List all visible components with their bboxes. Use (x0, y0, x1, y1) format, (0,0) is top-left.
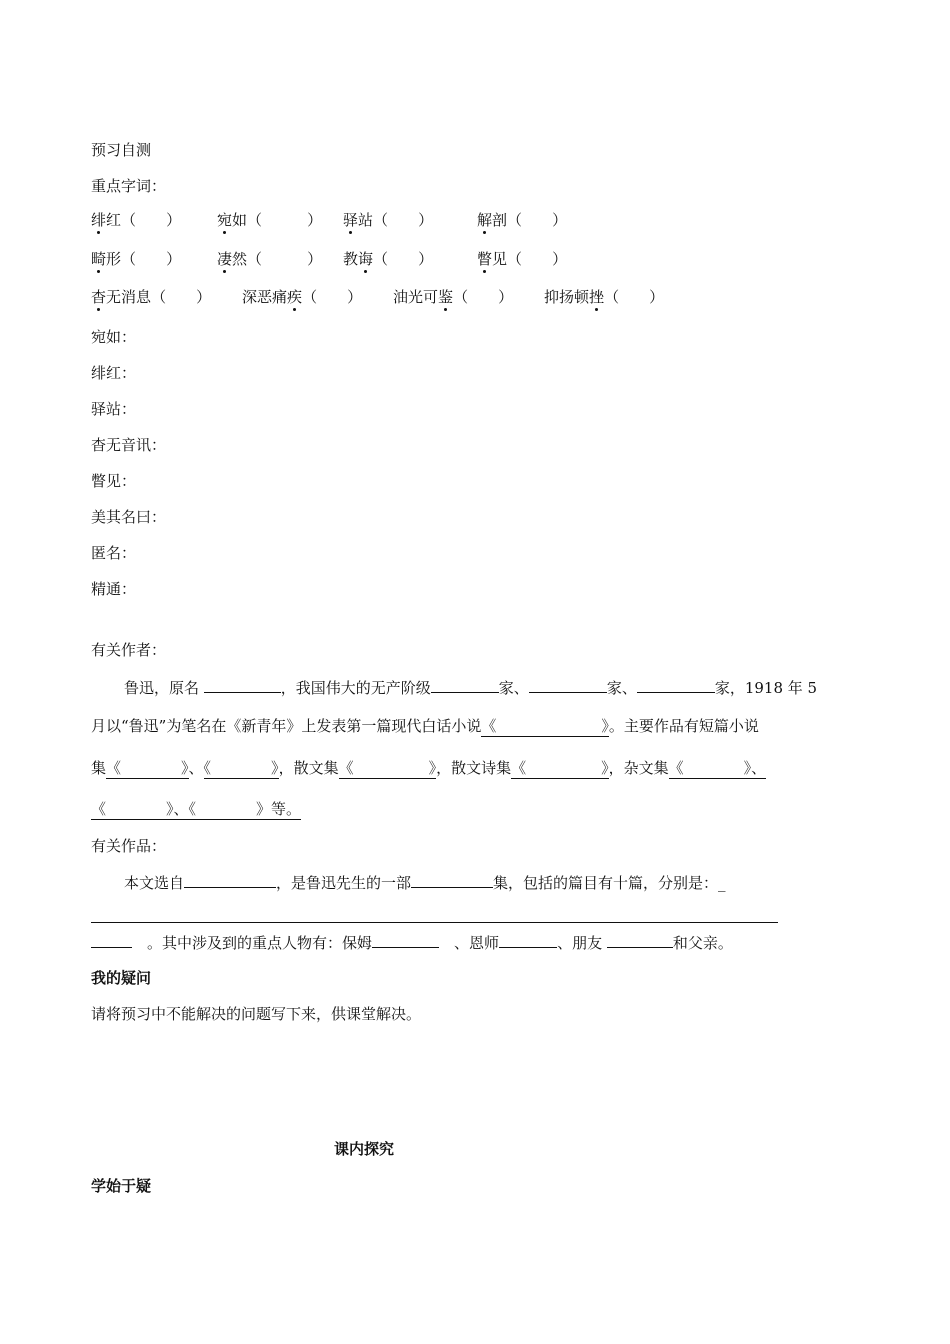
explore-heading: 课内探究 (334, 1140, 395, 1158)
emphasis-dot-char: 解 (477, 211, 493, 229)
emphasis-dot-char: 杳 (91, 288, 107, 306)
vocab-item: 畸形（ ） (91, 250, 182, 268)
title-blank[interactable]: 《 》 (203, 759, 279, 777)
definition-line: 绯红： (91, 364, 137, 382)
vocab-item: 教诲（ ） (343, 250, 434, 268)
explore-subheading: 学始于疑 (91, 1177, 152, 1195)
emphasis-dot-char: 畸 (91, 250, 107, 268)
author-text: 鲁迅，原名 (124, 679, 204, 697)
fill-blank[interactable] (184, 872, 276, 888)
vocab-item: 凄然（ ） (217, 250, 323, 268)
title-blank[interactable]: 《 》、《 》等。 (91, 800, 302, 818)
emphasis-dot-char: 驿 (343, 211, 359, 229)
emphasis-dot-char: 疾 (287, 288, 303, 306)
title-blank[interactable]: 《 》 (511, 759, 609, 777)
work-text: 本文选自 (124, 874, 185, 892)
vocab-item: 杳无消息（ ） (91, 288, 212, 306)
work-text: 、朋友 (557, 934, 607, 952)
vocab-item: 瞥见（ ） (477, 250, 568, 268)
author-paragraph-line-1 (124, 677, 817, 698)
vocab-item: 抑扬顿挫（ ） (544, 288, 665, 306)
definition-line: 杳无音讯： (91, 436, 167, 454)
author-text: 家、 (498, 679, 529, 697)
work-paragraph-line-2 (91, 932, 733, 953)
vocab-item: 解剖（ ） (477, 211, 568, 229)
definition-line: 匿名： (91, 544, 137, 562)
fill-blank[interactable] (431, 677, 499, 693)
emphasis-dot-char: 宛 (217, 211, 233, 229)
author-paragraph-line-3 (91, 758, 766, 778)
definition-line: 宛如： (91, 328, 137, 346)
title-blank[interactable]: 《 》 (338, 759, 437, 777)
emphasis-dot-char: 鉴 (438, 288, 454, 306)
emphasis-dot-char: 挫 (589, 288, 605, 306)
author-paragraph-line-2 (91, 716, 759, 736)
author-paragraph-line-4 (91, 799, 301, 819)
fill-blank[interactable] (204, 677, 281, 693)
emphasis-dot-char: 绯 (91, 211, 107, 229)
emphasis-dot-char: 凄 (217, 250, 233, 268)
author-text: ，散文集 (278, 759, 339, 777)
answer-rule[interactable] (91, 922, 778, 923)
work-text: 和父亲。 (672, 934, 733, 952)
emphasis-dot-char: 瞥 (477, 250, 493, 268)
vocab-item: 油光可鉴（ ） (393, 288, 514, 306)
author-text: 集 (91, 759, 107, 777)
preview-heading: 预习自测 (91, 141, 152, 159)
author-text: ，我国伟大的无产阶级 (280, 679, 431, 697)
author-text: 家、 (606, 679, 637, 697)
author-text: 家，1918 年 5 (714, 679, 818, 697)
work-heading: 有关作品： (91, 837, 167, 855)
work-text: ，是鲁迅先生的一部 (276, 874, 412, 892)
work-text: 集，包括的篇目有十篇，分别是：_ (493, 874, 726, 892)
fill-blank[interactable] (499, 932, 557, 948)
author-text: ，杂文集 (608, 759, 669, 777)
questions-heading: 我的疑问 (91, 969, 152, 987)
author-text: 。主要作品有短篇小说 (608, 717, 759, 735)
emphasis-dot-char: 诲 (358, 250, 374, 268)
title-blank[interactable]: 《 》、 (668, 759, 767, 777)
questions-instruction: 请将预习中不能解决的问题写下来，供课堂解决。 (91, 1005, 422, 1023)
title-blank[interactable]: 《 》 (106, 759, 189, 777)
author-text: 月以“鲁迅”为笔名在《新青年》上发表第一篇现代白话小说 (91, 717, 482, 735)
fill-blank[interactable] (411, 872, 493, 888)
fill-blank[interactable] (91, 932, 132, 948)
definition-line: 瞥见： (91, 472, 137, 490)
work-text: 。其中涉及到的重点人物有：保姆 (147, 934, 373, 952)
author-text: 、 (188, 759, 204, 777)
vocab-heading: 重点字词： (91, 177, 167, 195)
author-heading: 有关作者： (91, 641, 167, 659)
title-blank[interactable]: 《 》 (481, 717, 609, 735)
fill-blank[interactable] (637, 677, 715, 693)
vocab-item: 深恶痛疾（ ） (242, 288, 363, 306)
author-text: ，散文诗集 (436, 759, 512, 777)
vocab-item: 宛如（ ） (217, 211, 323, 229)
fill-blank[interactable] (529, 677, 607, 693)
work-paragraph-line-1 (124, 872, 726, 893)
fill-blank[interactable] (607, 932, 673, 948)
definition-line: 驿站： (91, 400, 137, 418)
work-text: 、恩师 (454, 934, 500, 952)
fill-blank[interactable] (372, 932, 439, 948)
vocab-item: 驿站（ ） (343, 211, 434, 229)
definition-line: 美其名曰： (91, 508, 167, 526)
vocab-item: 绯红（ ） (91, 211, 182, 229)
definition-line: 精通： (91, 580, 137, 598)
